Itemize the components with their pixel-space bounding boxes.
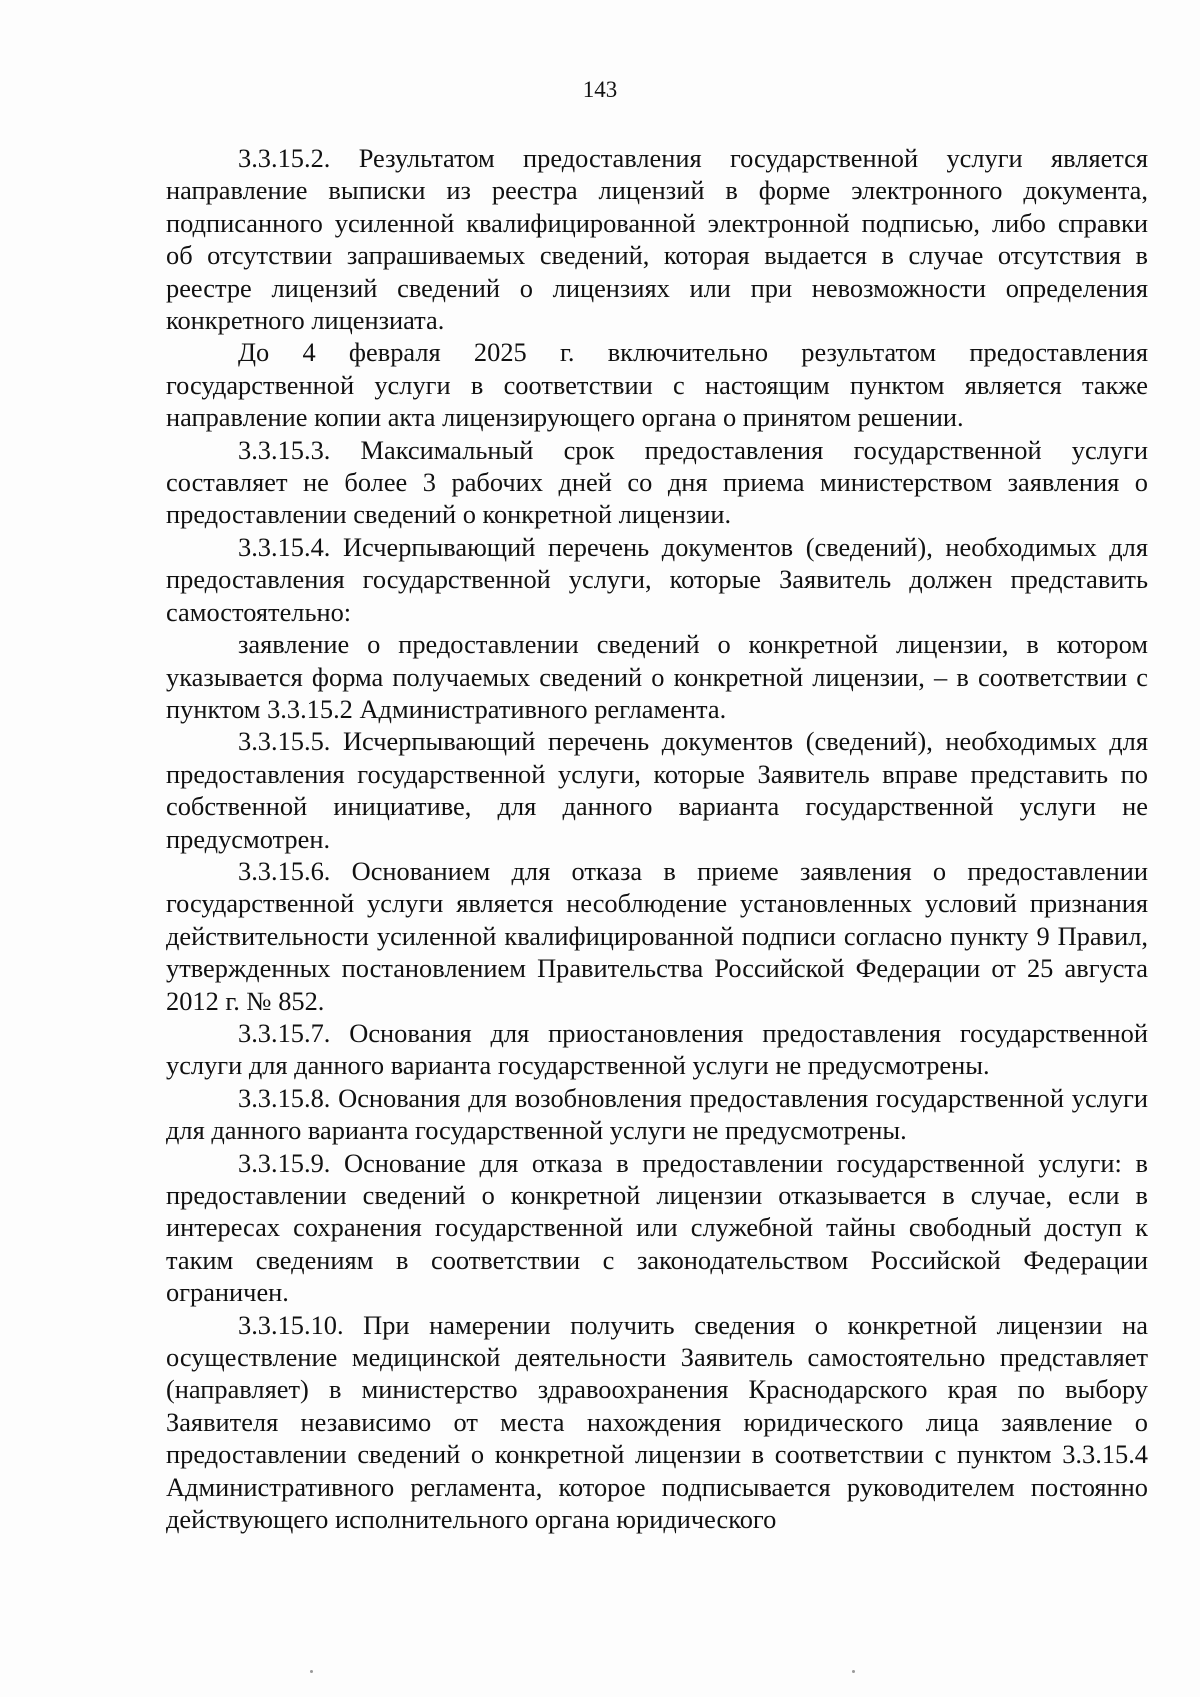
- paragraph-3-3-15-6: 3.3.15.6. Основанием для отказа в приеме заявления о предоставлении государственной услуги является несоблюдение установленных условий признания действительности усиленной квалифицированной подписи согласно пункту 9 Правил, утвержденных постановлением Правительства Российской Федерации от 25 августа 2012 г. № 852.: [166, 855, 1148, 1016]
- paragraph-3-3-15-2: 3.3.15.2. Результатом предоставления государственной услуги является направление выписки из реестра лицензий в форме электронного документа, подписанного усиленной квалифицированной электронной подписью, либо справки об отсутствии запрашиваемых сведений, которая выдается в случае отсутствия в реестре лицензий сведений о лицензиях или при невозможности определения конкретного лицензиата.: [166, 143, 1148, 336]
- document-body: [166, 142, 1148, 1535]
- paragraph-3-3-15-7: 3.3.15.7. Основания для приостановления предоставления государственной услуги для данного варианта государственной услуги не предусмотрены.: [166, 1017, 1148, 1081]
- paragraph-3-3-15-8: 3.3.15.8. Основания для возобновления предоставления государственной услуги для данного варианта государственной услуги не предусмотрены.: [166, 1082, 1148, 1146]
- paragraph-3-3-15-5: 3.3.15.5. Исчерпывающий перечень документов (сведений), необходимых для предоставления государственной услуги, которые Заявитель вправе представить по собственной инициативе, для данного варианта государственной услуги не предусмотрен.: [166, 726, 1148, 854]
- scan-artifact-dot: [310, 1670, 313, 1673]
- paragraph-3-3-15-4: 3.3.15.4. Исчерпывающий перечень документов (сведений), необходимых для предоставления государственной услуги, которые Заявитель должен представить самостоятельно:: [166, 531, 1148, 627]
- paragraph-deadline-2025: До 4 февраля 2025 г. включительно результатом предоставления государственной услуги в соответствии с настоящим пунктом является также направление копии акта лицензирующего органа о принятом решении.: [166, 337, 1148, 433]
- scan-artifact-dot: [852, 1670, 855, 1673]
- paragraph-3-3-15-10: 3.3.15.10. При намерении получить сведения о конкретной лицензии на осуществление медицинской деятельности Заявитель самостоятельно представляет (направляет) в министерство здравоохранения Краснодарского края по выбору Заявителя независимо от места нахождения юридического лица заявление о предоставлении сведений о конкретной лицензии в соответствии с пунктом 3.3.15.4 Административного регламента, которое подписывается руководителем постоянно действующего исполнительного органа юридического: [166, 1309, 1148, 1535]
- paragraph-3-3-15-3: 3.3.15.3. Максимальный срок предоставления государственной услуги составляет не более 3 рабочих дней со дня приема министерством заявления о предоставлении сведений о конкретной лицензии.: [166, 434, 1148, 530]
- paragraph-3-3-15-9: 3.3.15.9. Основание для отказа в предоставлении государственной услуги: в предоставлении сведений о конкретной лицензии отказывается в случае, если в интересах сохранения государственной или служебной тайны свободный доступ к таким сведениям в соответствии с законодательством Российской Федерации ограничен.: [166, 1147, 1148, 1308]
- page-number: 143: [582, 77, 618, 102]
- paragraph-application-item: заявление о предоставлении сведений о конкретной лицензии, в котором указывается форма получаемых сведений о конкретной лицензии, – в соответствии с пунктом 3.3.15.2 Административного регламента.: [166, 629, 1148, 724]
